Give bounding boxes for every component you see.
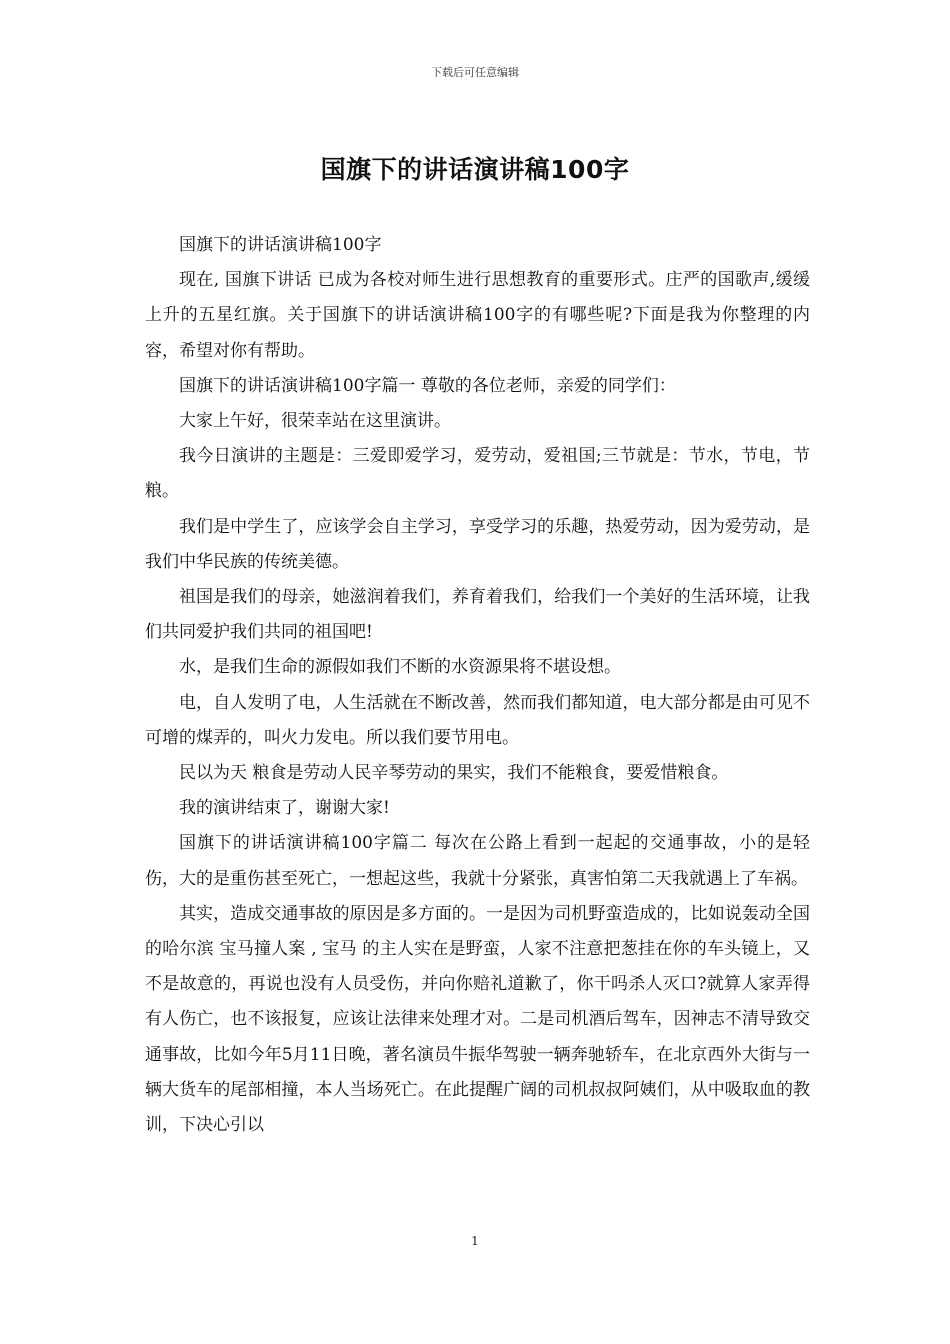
paragraph: 水，是我们生命的源假如我们不断的水资源果将不堪设想。 — [179, 657, 621, 678]
document-body — [145, 228, 810, 1143]
paragraph: 我的演讲结束了，谢谢大家! — [179, 798, 390, 819]
paragraph: 大家上午好，很荣幸站在这里演讲。 — [179, 411, 451, 432]
paragraph: 我们是中学生了，应该学会自主学习，享受学习的乐趣，热爱劳动，因为爱劳动，是我们中华民族的传统美德。 — [145, 516, 810, 572]
paragraph: 国旗下的讲话演讲稿100字篇一 尊敬的各位老师，亲爱的同学们： — [179, 375, 676, 396]
paragraph: 民以为天 粮食是劳动人民辛琴劳动的果实，我们不能粮食，要爱惜粮食。 — [179, 763, 729, 784]
paragraph: 祖国是我们的母亲，她滋润着我们，养育着我们，给我们一个美好的生活环境，让我们共同爱护我们共同的祖国吧! — [145, 587, 810, 643]
paragraph: 国旗下的讲话演讲稿100字篇二 每次在公路上看到一起起的交通事故，小的是轻伤，大的是重伤甚至死亡，一想起这些，我就十分紧张，真害怕第二天我就遇上了车祸。 — [145, 833, 810, 889]
paragraph: 国旗下的讲话演讲稿100字 — [179, 235, 382, 255]
page-header-note: 下载后可任意编辑 — [431, 66, 519, 79]
paragraph: 电，自人发明了电，人生活就在不断改善，然而我们都知道，电大部分都是由可见不可增的煤弄的，叫火力发电。所以我们要节用电。 — [145, 692, 810, 748]
paragraph: 现在, 国旗下讲话 已成为各校对师生进行思想教育的重要形式。庄严的国歌声,缓缓上升的五星红旗。关于国旗下的讲话演讲稿100字的有哪些呢?下面是我为你整理的内容，希望对你有帮助。 — [145, 270, 810, 361]
paragraph: 其实，造成交通事故的原因是多方面的。一是因为司机野蛮造成的，比如说轰动全国的哈尔滨 宝马撞人案 , 宝马 的主人实在是野蛮，人家不注意把葱挂在你的车头镜上，又不是故意的，再说也没有人员受伤，并向你赔礼道歉了，你干吗杀人灭口?就算人家弄得有人伤亡，也不该报复，应该让法律来处理才对。二是司机酒后驾车，因神志不清导致交通事故，比如今年5月11日晚，著名演员牛振华驾驶一辆奔驰轿车，在北京西外大街与一辆大货车的尾部相撞，本人当场死亡。在此提醒广阔的司机叔叔阿姨们，从中吸取血的教训，下决心引以 — [145, 903, 810, 1136]
page-number: 1 — [471, 1234, 479, 1248]
document-title: 国旗下的讲话演讲稿100字 — [320, 155, 630, 184]
paragraph: 我今日演讲的主题是：三爱即爱学习，爱劳动，爱祖国;三节就是：节水，节电，节粮。 — [145, 446, 810, 502]
